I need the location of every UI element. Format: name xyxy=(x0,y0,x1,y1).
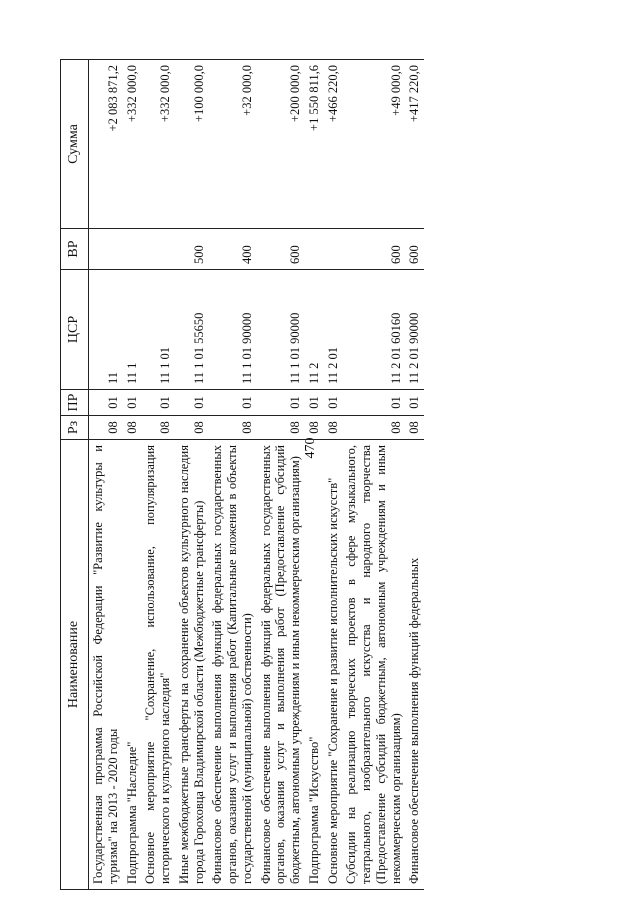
row-pr: 01 xyxy=(141,390,175,416)
header-pr: ПР xyxy=(61,390,89,416)
row-sum: +49 000,0 xyxy=(342,60,405,229)
row-csr: 11 2 01 xyxy=(324,270,343,390)
row-vr xyxy=(324,229,343,270)
row-name: Основное мероприятие "Сохранение, использование, популяризация исторического и культурного наследия" xyxy=(141,440,175,890)
row-sum: +100 000,0 xyxy=(175,60,209,229)
row-sum: +417 220,0 xyxy=(405,60,424,229)
row-vr: 600 xyxy=(405,229,424,270)
row-pr: 01 xyxy=(257,390,305,416)
row-vr: 400 xyxy=(208,229,256,270)
row-rz: 08 xyxy=(342,416,405,440)
row-name: Финансовое обеспечение выполнения функций федеральных xyxy=(405,440,424,890)
row-csr: 11 1 01 xyxy=(141,270,175,390)
header-csr: ЦСР xyxy=(61,270,89,390)
page-number: 470 xyxy=(303,437,318,459)
row-name: Подпрограмма "Искусство" xyxy=(305,440,324,890)
header-vr: ВР xyxy=(61,229,89,270)
row-sum: +332 000,0 xyxy=(123,60,142,229)
row-name: Иные межбюджетные трансферты на сохранение объектов культурного наследия города Гороховца Владимирской области (Межбюджетные трансферты) xyxy=(175,440,209,890)
table-row xyxy=(175,60,209,890)
row-rz: 08 xyxy=(257,416,305,440)
table-row xyxy=(89,60,123,890)
row-rz: 08 xyxy=(141,416,175,440)
row-sum: +1 550 811,6 xyxy=(305,60,324,229)
row-sum: +200 000,0 xyxy=(257,60,305,229)
row-pr: 01 xyxy=(89,390,123,416)
header-rz: Рз xyxy=(61,416,89,440)
row-rz: 08 xyxy=(305,416,324,440)
row-name: Основное мероприятие "Сохранение и развитие исполнительских искусств" xyxy=(324,440,343,890)
row-vr: 500 xyxy=(175,229,209,270)
row-sum: +32 000,0 xyxy=(208,60,256,229)
table-row xyxy=(123,60,142,890)
row-name: Государственная программа Российской Федерации "Развитие культуры и туризма" на 2013 - 2020 годы xyxy=(89,440,123,890)
table-row xyxy=(257,60,305,890)
table-row xyxy=(342,60,405,890)
row-name: Подпрограмма "Наследие" xyxy=(123,440,142,890)
table-row xyxy=(141,60,175,890)
row-csr: 11 2 xyxy=(305,270,324,390)
row-vr xyxy=(89,229,123,270)
row-pr: 01 xyxy=(324,390,343,416)
row-csr: 11 2 01 90000 xyxy=(405,270,424,390)
row-name: Финансовое обеспечение выполнения функций федеральных государственных органов, оказания услуг и выполнения работ (Предоставление субсидий бюджетным, автономным учреждениям и иным некоммерческим организациям) xyxy=(257,440,305,890)
row-csr: 11 1 01 55650 xyxy=(175,270,209,390)
table-row xyxy=(405,60,424,890)
row-pr: 01 xyxy=(305,390,324,416)
row-pr: 01 xyxy=(175,390,209,416)
row-vr xyxy=(123,229,142,270)
row-rz: 08 xyxy=(175,416,209,440)
row-rz: 08 xyxy=(405,416,424,440)
row-vr: 600 xyxy=(257,229,305,270)
row-rz: 08 xyxy=(208,416,256,440)
row-csr: 11 1 01 90000 xyxy=(257,270,305,390)
header-sum: Сумма xyxy=(61,60,89,229)
row-rz: 08 xyxy=(89,416,123,440)
row-vr xyxy=(141,229,175,270)
row-pr: 01 xyxy=(208,390,256,416)
table-header-row xyxy=(61,60,89,890)
row-vr xyxy=(305,229,324,270)
row-vr: 600 xyxy=(342,229,405,270)
table-row xyxy=(208,60,256,890)
row-csr: 11 xyxy=(89,270,123,390)
row-sum: +2 083 871,2 xyxy=(89,60,123,229)
table-row xyxy=(305,60,324,890)
row-sum: +332 000,0 xyxy=(141,60,175,229)
row-name: Финансовое обеспечение выполнения функций федеральных государственных органов, оказания услуг и выполнения работ (Капитальные вложения в объекты государственной (муниципальной) собственности) xyxy=(208,440,256,890)
row-csr: 11 1 xyxy=(123,270,142,390)
table-row xyxy=(324,60,343,890)
row-pr: 01 xyxy=(342,390,405,416)
row-rz: 08 xyxy=(123,416,142,440)
row-csr: 11 1 01 90000 xyxy=(208,270,256,390)
header-name: Наименование xyxy=(61,440,89,890)
row-csr: 11 2 01 60160 xyxy=(342,270,405,390)
row-sum: +466 220,0 xyxy=(324,60,343,229)
budget-table xyxy=(60,59,424,890)
row-pr: 01 xyxy=(405,390,424,416)
rotated-table-container xyxy=(60,60,600,890)
row-pr: 01 xyxy=(123,390,142,416)
row-rz: 08 xyxy=(324,416,343,440)
row-name: Субсидии на реализацию творческих проектов в сфере музыкального, театрального, изобразительного искусства и народного творчества (Предоставление субсидий бюджетным, автономным учреждениям и иным некоммерческим организациям) xyxy=(342,440,405,890)
